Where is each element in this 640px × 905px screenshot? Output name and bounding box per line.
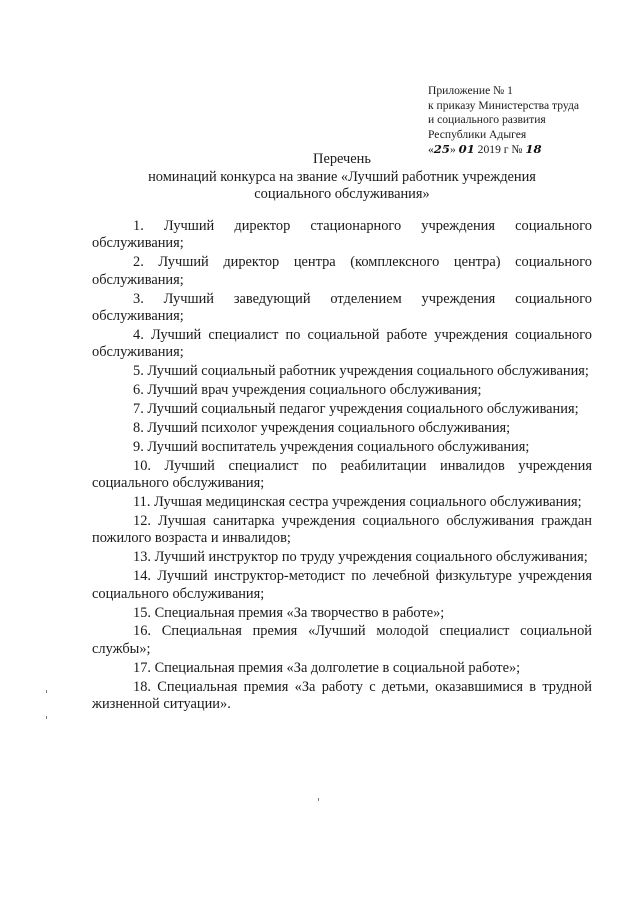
appendix-title: Приложение № 1 — [428, 84, 513, 97]
order-number: 18 — [525, 142, 542, 157]
date-open-quote: « — [428, 143, 434, 157]
title-line: номинаций конкурса на звание «Лучший работник учреждения — [148, 168, 536, 185]
list-item: 5. Лучший социальный работник учреждения социального обслуживания; — [133, 363, 589, 380]
date-day: 25 — [433, 142, 450, 157]
list-item: 14. Лучший инструктор-методист по лечебной физкультуре учреждения социального обслуживания; — [92, 568, 592, 602]
list-item: 2. Лучший директор центра (комплексного центра) социального обслуживания; — [92, 254, 592, 288]
scan-mark — [46, 716, 47, 719]
list-item: 16. Специальная премия «Лучший молодой специалист социальной службы»; — [92, 623, 592, 657]
date-year: 2019 г № — [474, 143, 526, 157]
document-title — [92, 151, 592, 204]
list-item: 1. Лучший директор стационарного учреждения социального обслуживания; — [92, 218, 592, 252]
title-line: социального обслуживания» — [254, 186, 430, 203]
date-month: 01 — [458, 142, 475, 157]
list-item: 17. Специальная премия «За долголетие в социальной работе»; — [133, 659, 521, 676]
list-item: 13. Лучший инструктор по труду учреждения социального обслуживания; — [133, 549, 588, 566]
date-close-quote: » — [449, 143, 459, 157]
list-item: 11. Лучшая медицинская сестра учреждения социального обслуживания; — [133, 494, 582, 511]
list-item: 18. Специальная премия «За работу с детьми, оказавшимися в трудной жизненной ситуации». — [92, 678, 592, 713]
list-item: 15. Специальная премия «За творчество в работе»; — [133, 604, 445, 621]
list-item: 4. Лучший специалист по социальной работе учреждения социального обслуживания; — [92, 326, 592, 361]
list-item: 10. Лучший специалист по реабилитации инвалидов учреждения социального обслуживания; — [92, 457, 592, 492]
list-item: 3. Лучший заведующий отделением учреждения социального обслуживания; — [92, 290, 592, 325]
list-item: 6. Лучший врач учреждения социального обслуживания; — [133, 382, 482, 399]
list-item: 12. Лучшая санитарка учреждения социального обслуживания граждан пожилого возраста и инвалидов; — [92, 513, 592, 547]
appendix-line: и социального развития — [428, 113, 546, 127]
scan-mark — [46, 690, 47, 693]
list-item: 8. Лучший психолог учреждения социального обслуживания; — [133, 419, 511, 436]
list-item: 7. Лучший социальный педагог учреждения социального обслуживания; — [133, 401, 579, 418]
scan-mark — [318, 798, 319, 801]
appendix-header — [428, 84, 628, 158]
appendix-line: к приказу Министерства труда — [428, 98, 579, 112]
list-item: 9. Лучший воспитатель учреждения социального обслуживания; — [133, 438, 530, 455]
title-heading: Перечень — [313, 151, 371, 167]
appendix-line: Республики Адыгея — [428, 127, 527, 141]
nominations-list — [92, 218, 592, 715]
